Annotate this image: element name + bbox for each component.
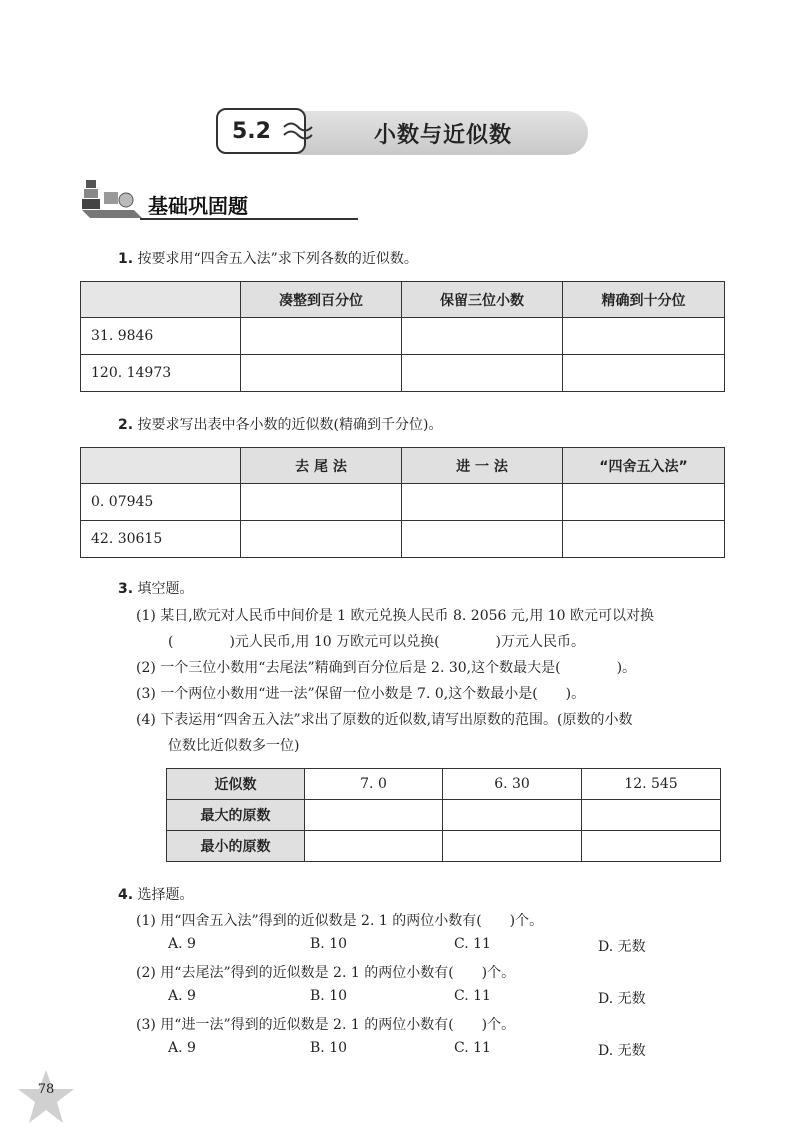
section-title: 基础巩固题 <box>148 194 248 218</box>
row-header: 最大的原数 <box>167 800 305 831</box>
question-3-line-4: (3) 一个两位小数用“进一法”保留一位小数是 7. 0,这个数最小是( )。 <box>136 686 586 702</box>
question-3-table <box>166 768 721 862</box>
approx-value-cell: 12. 545 <box>582 769 721 800</box>
column-header: 保留三位小数 <box>402 282 563 318</box>
table-row <box>81 484 725 521</box>
page-number: 78 <box>37 1082 55 1097</box>
choice-question-stem: (1) 用“四舍五入法”得到的近似数是 2. 1 的两位小数有( )个。 <box>136 913 544 929</box>
option-a[interactable]: A. 9 <box>168 988 196 1004</box>
table-corner-cell <box>81 282 241 318</box>
question-2-text: 按要求写出表中各小数的近似数(精确到千分位)。 <box>137 417 443 433</box>
table-row <box>81 318 725 355</box>
question-3-text: 填空题。 <box>137 581 194 597</box>
table-corner-cell <box>81 448 241 484</box>
option-c[interactable]: C. 11 <box>454 936 491 952</box>
answer-cell[interactable] <box>241 484 402 521</box>
choice-question-stem: (3) 用“进一法”得到的近似数是 2. 1 的两位小数有( )个。 <box>136 1017 516 1033</box>
answer-cell[interactable] <box>563 318 725 355</box>
column-header: “四舍五入法” <box>563 448 725 484</box>
question-3-line-5: (4) 下表运用“四舍五入法”求出了原数的近似数,请写出原数的范围。(原数的小数 <box>136 712 633 728</box>
option-b[interactable]: B. 10 <box>310 936 348 952</box>
question-2-prompt <box>118 414 442 434</box>
section-underline <box>140 218 358 220</box>
answer-cell[interactable] <box>443 800 582 831</box>
answer-cell[interactable] <box>563 355 725 392</box>
answer-cell[interactable] <box>582 831 721 862</box>
answer-cell[interactable] <box>305 800 443 831</box>
answer-cell[interactable] <box>402 521 563 558</box>
option-b[interactable]: B. 10 <box>310 1040 348 1056</box>
option-d[interactable]: D. 无数 <box>598 991 646 1007</box>
chapter-number: 5.2 <box>232 119 271 144</box>
answer-cell[interactable] <box>402 355 563 392</box>
star-icon <box>16 1068 76 1126</box>
answer-cell[interactable] <box>241 355 402 392</box>
chapter-header <box>216 108 588 158</box>
question-3-line-3: (2) 一个三位小数用“去尾法”精确到百分位后是 2. 30,这个数最大是( )。 <box>136 660 637 676</box>
question-2-table <box>80 447 725 558</box>
table-row <box>167 800 721 831</box>
option-d[interactable]: D. 无数 <box>598 1043 646 1059</box>
answer-cell[interactable] <box>402 484 563 521</box>
answer-cell[interactable] <box>241 521 402 558</box>
row-header: 最小的原数 <box>167 831 305 862</box>
question-1-text: 按要求用“四舍五入法”求下列各数的近似数。 <box>137 251 418 267</box>
column-header: 凑整到百分位 <box>241 282 402 318</box>
column-header: 精确到十分位 <box>563 282 725 318</box>
question-1-prompt <box>118 248 418 268</box>
column-header: 去 尾 法 <box>241 448 402 484</box>
row-header: 近似数 <box>167 769 305 800</box>
answer-cell[interactable] <box>582 800 721 831</box>
row-header: 0. 07945 <box>81 484 241 521</box>
section-header <box>80 178 290 224</box>
question-4-number: 4. <box>118 887 134 903</box>
approx-value-cell: 6. 30 <box>443 769 582 800</box>
row-header: 42. 30615 <box>81 521 241 558</box>
answer-cell[interactable] <box>563 521 725 558</box>
option-c[interactable]: C. 11 <box>454 1040 491 1056</box>
choice-question-stem: (2) 用“去尾法”得到的近似数是 2. 1 的两位小数有( )个。 <box>136 965 516 981</box>
answer-cell[interactable] <box>241 318 402 355</box>
answer-cell[interactable] <box>563 484 725 521</box>
option-d[interactable]: D. 无数 <box>598 939 646 955</box>
answer-cell[interactable] <box>402 318 563 355</box>
wave-icon <box>282 120 316 142</box>
option-c[interactable]: C. 11 <box>454 988 491 1004</box>
table-row <box>81 355 725 392</box>
building-blocks-icon <box>80 178 146 222</box>
question-3-line-2: ( )元人民币,用 10 万欧元可以兑换( )万元人民币。 <box>168 634 586 650</box>
row-header: 120. 14973 <box>81 355 241 392</box>
row-header: 31. 9846 <box>81 318 241 355</box>
option-a[interactable]: A. 9 <box>168 936 196 952</box>
chapter-title: 小数与近似数 <box>374 123 513 148</box>
question-3-line-1: (1) 某日,欧元对人民币中间价是 1 欧元兑换人民币 8. 2056 元,用 10 欧元可以对换 <box>136 608 655 624</box>
answer-cell[interactable] <box>305 831 443 862</box>
question-1-table <box>80 281 725 392</box>
column-header: 进 一 法 <box>402 448 563 484</box>
question-4-prompt <box>118 884 194 904</box>
approx-value-cell: 7. 0 <box>305 769 443 800</box>
option-a[interactable]: A. 9 <box>168 1040 196 1056</box>
question-4-text: 选择题。 <box>137 887 194 903</box>
question-3-number: 3. <box>118 581 134 597</box>
answer-cell[interactable] <box>443 831 582 862</box>
question-2-number: 2. <box>118 417 134 433</box>
table-row <box>167 769 721 800</box>
question-1-number: 1. <box>118 251 134 267</box>
table-row <box>81 521 725 558</box>
option-b[interactable]: B. 10 <box>310 988 348 1004</box>
table-row <box>167 831 721 862</box>
question-3-line-6: 位数比近似数多一位) <box>168 738 300 754</box>
question-3-prompt <box>118 578 194 598</box>
